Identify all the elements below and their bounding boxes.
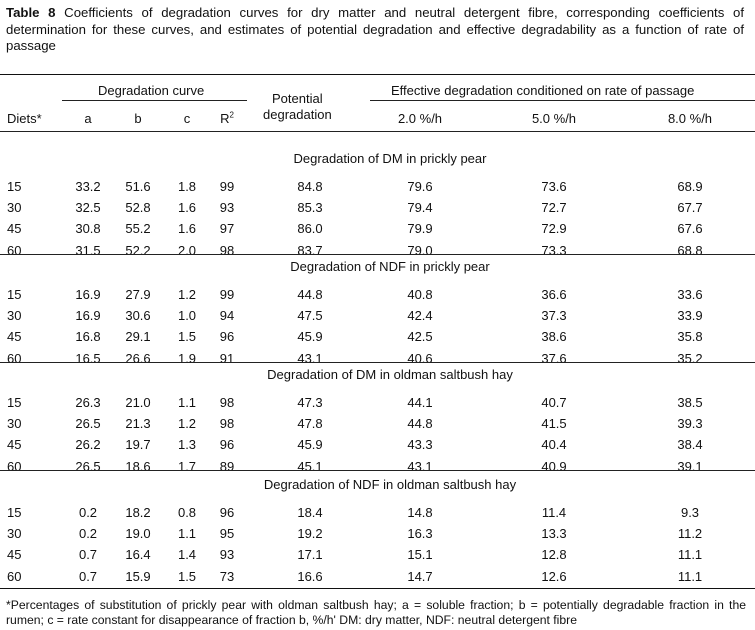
cell-diets: 45	[7, 547, 22, 562]
cell-a: 31.5	[75, 243, 101, 258]
top-rule	[0, 74, 755, 75]
cell-b: 16.4	[125, 547, 151, 562]
cell-eff-5: 72.7	[541, 200, 567, 215]
cell-eff-8: 11.1	[677, 547, 703, 562]
cell-eff-5: 72.9	[541, 221, 567, 236]
cell-diets: 30	[7, 308, 22, 323]
cell-r2: 91	[219, 351, 235, 366]
cell-a: 16.8	[75, 329, 101, 344]
cell-r2: 98	[219, 416, 235, 431]
header-a: a	[84, 111, 92, 126]
cell-b: 18.2	[125, 505, 151, 520]
cell-eff-8: 67.6	[677, 221, 703, 236]
cell-b: 26.6	[125, 351, 151, 366]
cell-c: 2.0	[177, 243, 197, 258]
cell-b: 21.3	[125, 416, 151, 431]
cell-eff-8: 38.5	[677, 395, 703, 410]
cell-r2: 73	[219, 569, 235, 584]
cell-eff-2: 14.7	[407, 569, 433, 584]
cell-eff-2: 42.5	[407, 329, 433, 344]
header-diets: Diets*	[7, 111, 42, 126]
cell-eff-8: 9.3	[680, 505, 700, 520]
cell-b: 52.8	[125, 200, 151, 215]
cell-a: 30.8	[75, 221, 101, 236]
header-effective: Effective degradation conditioned on rate of passage	[391, 83, 695, 98]
cell-eff-5: 12.6	[541, 569, 567, 584]
cell-c: 1.7	[177, 459, 197, 474]
section-rule	[0, 254, 755, 255]
section-title: Degradation of DM in prickly pear	[293, 151, 487, 166]
cell-c: 1.1	[177, 526, 197, 541]
cell-diets: 45	[7, 221, 22, 236]
cell-c: 1.6	[177, 221, 197, 236]
cell-diets: 15	[7, 395, 22, 410]
header-rate-2: 2.0 %/h	[397, 111, 443, 126]
cell-c: 1.1	[177, 395, 197, 410]
cell-b: 55.2	[125, 221, 151, 236]
cell-c: 1.5	[177, 329, 197, 344]
cell-eff-2: 15.1	[407, 547, 433, 562]
cell-eff-8: 38.4	[677, 437, 703, 452]
cell-eff-2: 44.8	[407, 416, 433, 431]
cell-b: 51.6	[125, 179, 151, 194]
cell-eff-5: 37.6	[541, 351, 567, 366]
cell-potential: 47.8	[297, 416, 323, 431]
cell-potential: 44.8	[297, 287, 323, 302]
cell-potential: 84.8	[297, 179, 323, 194]
cell-a: 16.9	[75, 287, 101, 302]
cell-r2: 99	[219, 179, 235, 194]
cell-r2: 93	[219, 547, 235, 562]
header-r2	[220, 111, 234, 126]
header-potential: Potential	[272, 91, 323, 106]
cell-eff-8: 11.1	[677, 569, 703, 584]
section-rule	[0, 362, 755, 363]
cell-b: 19.0	[125, 526, 151, 541]
cell-a: 33.2	[75, 179, 101, 194]
cell-eff-5: 13.3	[541, 526, 567, 541]
header-rate-8: 8.0 %/h	[667, 111, 713, 126]
cell-a: 16.9	[75, 308, 101, 323]
cell-eff-5: 40.4	[541, 437, 567, 452]
cell-diets: 45	[7, 437, 22, 452]
header-degradation-curve: Degradation curve	[98, 83, 205, 98]
cell-potential: 85.3	[297, 200, 323, 215]
cell-eff-2: 42.4	[407, 308, 433, 323]
cell-r2: 97	[219, 221, 235, 236]
cell-r2: 95	[219, 526, 235, 541]
cell-c: 1.2	[177, 416, 197, 431]
cell-eff-8: 33.9	[677, 308, 703, 323]
cell-eff-2: 79.4	[407, 200, 433, 215]
cell-r2: 99	[219, 287, 235, 302]
curve-rule	[62, 100, 247, 101]
cell-b: 18.6	[125, 459, 151, 474]
header-bottom-rule	[0, 131, 755, 132]
header-rate-5: 5.0 %/h	[531, 111, 577, 126]
section-title: Degradation of NDF in oldman saltbush hay	[263, 477, 517, 492]
cell-eff-8: 39.3	[677, 416, 703, 431]
cell-r2: 96	[219, 329, 235, 344]
cell-potential: 45.9	[297, 437, 323, 452]
cell-c: 1.9	[177, 351, 197, 366]
cell-a: 0.7	[78, 547, 98, 562]
cell-eff-5: 41.5	[541, 416, 567, 431]
cell-eff-2: 43.1	[407, 459, 433, 474]
cell-diets: 60	[7, 243, 22, 258]
cell-eff-8: 67.7	[677, 200, 703, 215]
cell-eff-2: 40.8	[407, 287, 433, 302]
cell-eff-8: 11.2	[677, 526, 703, 541]
cell-eff-5: 38.6	[541, 329, 567, 344]
cell-a: 26.5	[75, 416, 101, 431]
cell-eff-5: 73.6	[541, 179, 567, 194]
cell-eff-8: 39.1	[677, 459, 703, 474]
cell-eff-2: 14.8	[407, 505, 433, 520]
cell-potential: 45.9	[297, 329, 323, 344]
cell-b: 21.0	[125, 395, 151, 410]
cell-eff-8: 35.2	[677, 351, 703, 366]
cell-eff-5: 37.3	[541, 308, 567, 323]
cell-diets: 60	[7, 351, 22, 366]
cell-b: 30.6	[125, 308, 151, 323]
cell-eff-2: 79.6	[407, 179, 433, 194]
cell-a: 26.2	[75, 437, 101, 452]
table-caption	[6, 5, 744, 55]
cell-diets: 30	[7, 526, 22, 541]
section-rule	[0, 470, 755, 471]
cell-potential: 47.5	[297, 308, 323, 323]
cell-a: 0.7	[78, 569, 98, 584]
cell-diets: 30	[7, 416, 22, 431]
cell-potential: 45.1	[297, 459, 323, 474]
caption-text: Coefficients of degradation curves for dry matter and neutral detergent fibre, corresponding coefficients of determination for these curves, and estimates of potential degradation and effective degradability as a function of rate of passage	[6, 5, 744, 53]
footnote: *Percentages of substitution of prickly pear with oldman saltbush hay; a = soluble fraction; b = potentially degradable fraction in the rumen; c = rate constant for disappearance of fraction b, %/h' DM: dry matter, NDF: neutral detergent fibre	[6, 598, 746, 627]
cell-eff-2: 44.1	[407, 395, 433, 410]
section-title: Degradation of DM in oldman saltbush hay	[267, 367, 513, 382]
cell-diets: 30	[7, 200, 22, 215]
header-b: b	[134, 111, 142, 126]
cell-c: 1.2	[177, 287, 197, 302]
cell-potential: 86.0	[297, 221, 323, 236]
header-c: c	[183, 111, 191, 126]
cell-diets: 15	[7, 287, 22, 302]
cell-eff-2: 43.3	[407, 437, 433, 452]
cell-eff-5: 40.7	[541, 395, 567, 410]
cell-eff-5: 11.4	[541, 505, 567, 520]
cell-diets: 45	[7, 329, 22, 344]
cell-r2: 96	[219, 437, 235, 452]
cell-potential: 47.3	[297, 395, 323, 410]
cell-eff-2: 79.9	[407, 221, 433, 236]
cell-a: 26.5	[75, 459, 101, 474]
cell-potential: 19.2	[297, 526, 323, 541]
cell-eff-5: 12.8	[541, 547, 567, 562]
cell-a: 16.5	[75, 351, 101, 366]
cell-a: 26.3	[75, 395, 101, 410]
cell-r2: 96	[219, 505, 235, 520]
cell-b: 19.7	[125, 437, 151, 452]
cell-eff-8: 35.8	[677, 329, 703, 344]
cell-r2: 94	[219, 308, 235, 323]
effective-rule	[370, 100, 755, 101]
cell-a: 32.5	[75, 200, 101, 215]
cell-r2: 98	[219, 395, 235, 410]
cell-c: 1.5	[177, 569, 197, 584]
cell-potential: 18.4	[297, 505, 323, 520]
cell-eff-8: 68.8	[677, 243, 703, 258]
cell-b: 29.1	[125, 329, 151, 344]
header-r2-sup: 2	[229, 110, 234, 120]
cell-eff-8: 68.9	[677, 179, 703, 194]
cell-a: 0.2	[78, 526, 98, 541]
cell-b: 52.2	[125, 243, 151, 258]
cell-diets: 15	[7, 179, 22, 194]
cell-a: 0.2	[78, 505, 98, 520]
cell-eff-5: 36.6	[541, 287, 567, 302]
cell-c: 1.3	[177, 437, 197, 452]
cell-potential: 43.1	[297, 351, 323, 366]
cell-c: 1.0	[177, 308, 197, 323]
cell-c: 0.8	[177, 505, 197, 520]
cell-r2: 98	[219, 243, 235, 258]
cell-diets: 15	[7, 505, 22, 520]
cell-c: 1.6	[177, 200, 197, 215]
cell-diets: 60	[7, 569, 22, 584]
cell-b: 27.9	[125, 287, 151, 302]
cell-b: 15.9	[125, 569, 151, 584]
cell-potential: 16.6	[297, 569, 323, 584]
cell-eff-2: 16.3	[407, 526, 433, 541]
cell-r2: 93	[219, 200, 235, 215]
cell-potential: 17.1	[297, 547, 323, 562]
header-r2-base: R	[220, 111, 230, 126]
cell-r2: 89	[219, 459, 235, 474]
table-label: Table 8	[6, 5, 56, 20]
cell-eff-2: 40.6	[407, 351, 433, 366]
cell-eff-8: 33.6	[677, 287, 703, 302]
cell-c: 1.4	[177, 547, 197, 562]
cell-eff-5: 40.9	[541, 459, 567, 474]
section-title: Degradation of NDF in prickly pear	[290, 259, 490, 274]
cell-eff-5: 73.3	[541, 243, 567, 258]
cell-c: 1.8	[177, 179, 197, 194]
cell-diets: 60	[7, 459, 22, 474]
header-degradation: degradation	[263, 107, 332, 122]
bottom-rule	[0, 588, 755, 589]
cell-potential: 83.7	[297, 243, 323, 258]
cell-eff-2: 79.0	[407, 243, 433, 258]
